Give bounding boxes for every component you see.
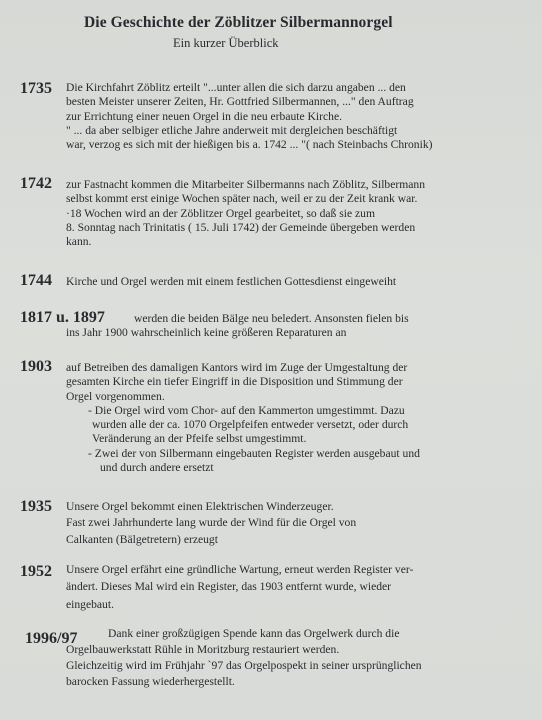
text-line: wurden alle der ca. 1070 Orgelpfeifen entweder versetzt, oder durch: [92, 418, 409, 432]
text-line: " ... da aber selbiger etliche Jahre anderweit mit dergleichen beschäftigt: [66, 123, 398, 137]
year-label: 1903: [20, 358, 52, 375]
year-label: 1996/97: [25, 630, 78, 647]
entry-text: [66, 275, 396, 289]
text-line: ins Jahr 1900 wahrscheinlich keine größeren Reparaturen an: [66, 326, 347, 340]
text-line: Gleichzeitig wird im Frühjahr `97 das Orgelpospekt in seiner ursprünglichen: [66, 658, 422, 672]
text-line: zur Errichtung einer neuen Orgel in die neu erbaute Kirche.: [66, 109, 342, 123]
year-label: 1817 u. 1897: [20, 309, 105, 326]
entry-text: [66, 81, 432, 152]
text-line: und durch andere ersetzt: [100, 461, 214, 475]
year-label: 1935: [20, 498, 52, 515]
text-line: werden die beiden Bälge neu beledert. Ansonsten fielen bis: [134, 312, 409, 325]
text-line: Unsere Orgel bekommt einen Elektrischen Winderzeuger.: [66, 500, 334, 513]
text-line: gesamten Kirche ein tiefer Eingriff in die Disposition und Stimmung der: [66, 375, 403, 389]
year-label: 1735: [20, 80, 52, 97]
text-line: - Die Orgel wird vom Chor- auf den Kammerton umgestimmt. Dazu: [88, 403, 405, 417]
text-line: Unsere Orgel erfährt eine gründliche Wartung, erneut werden Register ver-: [66, 563, 414, 576]
text-line: kann.: [66, 235, 92, 249]
entry-text: [66, 500, 356, 547]
entry-text: [66, 563, 413, 612]
text-line: zur Fastnacht kommen die Mitarbeiter Silbermanns nach Zöblitz, Silbermann: [66, 178, 425, 191]
text-line: Orgelbauwerkstatt Rühle in Moritzburg restauriert werden.: [66, 643, 340, 657]
entry-text: [66, 361, 420, 475]
text-line: Die Kirchfahrt Zöblitz erteilt "...unter allen die sich darzu angaben ... den: [66, 81, 406, 94]
text-line: eingebaut.: [66, 597, 114, 611]
page-subtitle: Ein kurzer Überblick: [173, 36, 279, 50]
text-line: barocken Fassung wiederhergestellt.: [66, 674, 235, 688]
year-label: 1952: [20, 563, 52, 580]
text-line: Veränderung an der Pfeife selbst umgestimmt.: [92, 432, 307, 446]
text-line: ·18 Wochen wird an der Zöblitzer Orgel gearbeitet, so daß sie zum: [66, 206, 375, 220]
text-line: ändert. Dieses Mal wird ein Register, das 1903 entfernt wurde, wieder: [66, 580, 392, 594]
year-label: 1744: [20, 272, 52, 289]
page-title: Die Geschichte der Zöblitzer Silbermannorgel: [84, 14, 393, 31]
entry-text: [66, 627, 422, 689]
text-line: - Zwei der von Silbermann eingebauten Register werden ausgebaut und: [88, 446, 420, 460]
text-line: Dank einer großzügigen Spende kann das Orgelwerk durch die: [108, 627, 400, 640]
text-line: besten Meister unserer Zeiten, Hr. Gottfried Silbermannen, ..." den Auftrag: [66, 95, 414, 109]
text-line: selbst kommt erst einige Wochen später nach, weil er zu der Zeit krank war.: [66, 192, 418, 206]
text-line: auf Betreiben des damaligen Kantors wird im Zuge der Umgestaltung der: [66, 361, 408, 374]
text-line: Kirche und Orgel werden mit einem festlichen Gottesdienst eingeweiht: [66, 275, 397, 288]
entry-text: [66, 312, 409, 341]
text-line: Orgel vorgenommen.: [66, 389, 165, 403]
text-line: Calkanten (Bälgetretern) erzeugt: [66, 532, 218, 546]
text-line: war, verzog es sich mit der hießigen bis a. 1742 ... "( nach Steinbachs Chronik): [66, 138, 433, 152]
text-line: 8. Sonntag nach Trinitatis ( 15. Juli 1742) der Gemeinde übergeben werden: [66, 220, 416, 234]
year-label: 1742: [20, 175, 52, 192]
text-line: Fast zwei Jahrhunderte lang wurde der Wind für die Orgel von: [66, 516, 357, 530]
entry-text: [66, 178, 425, 249]
